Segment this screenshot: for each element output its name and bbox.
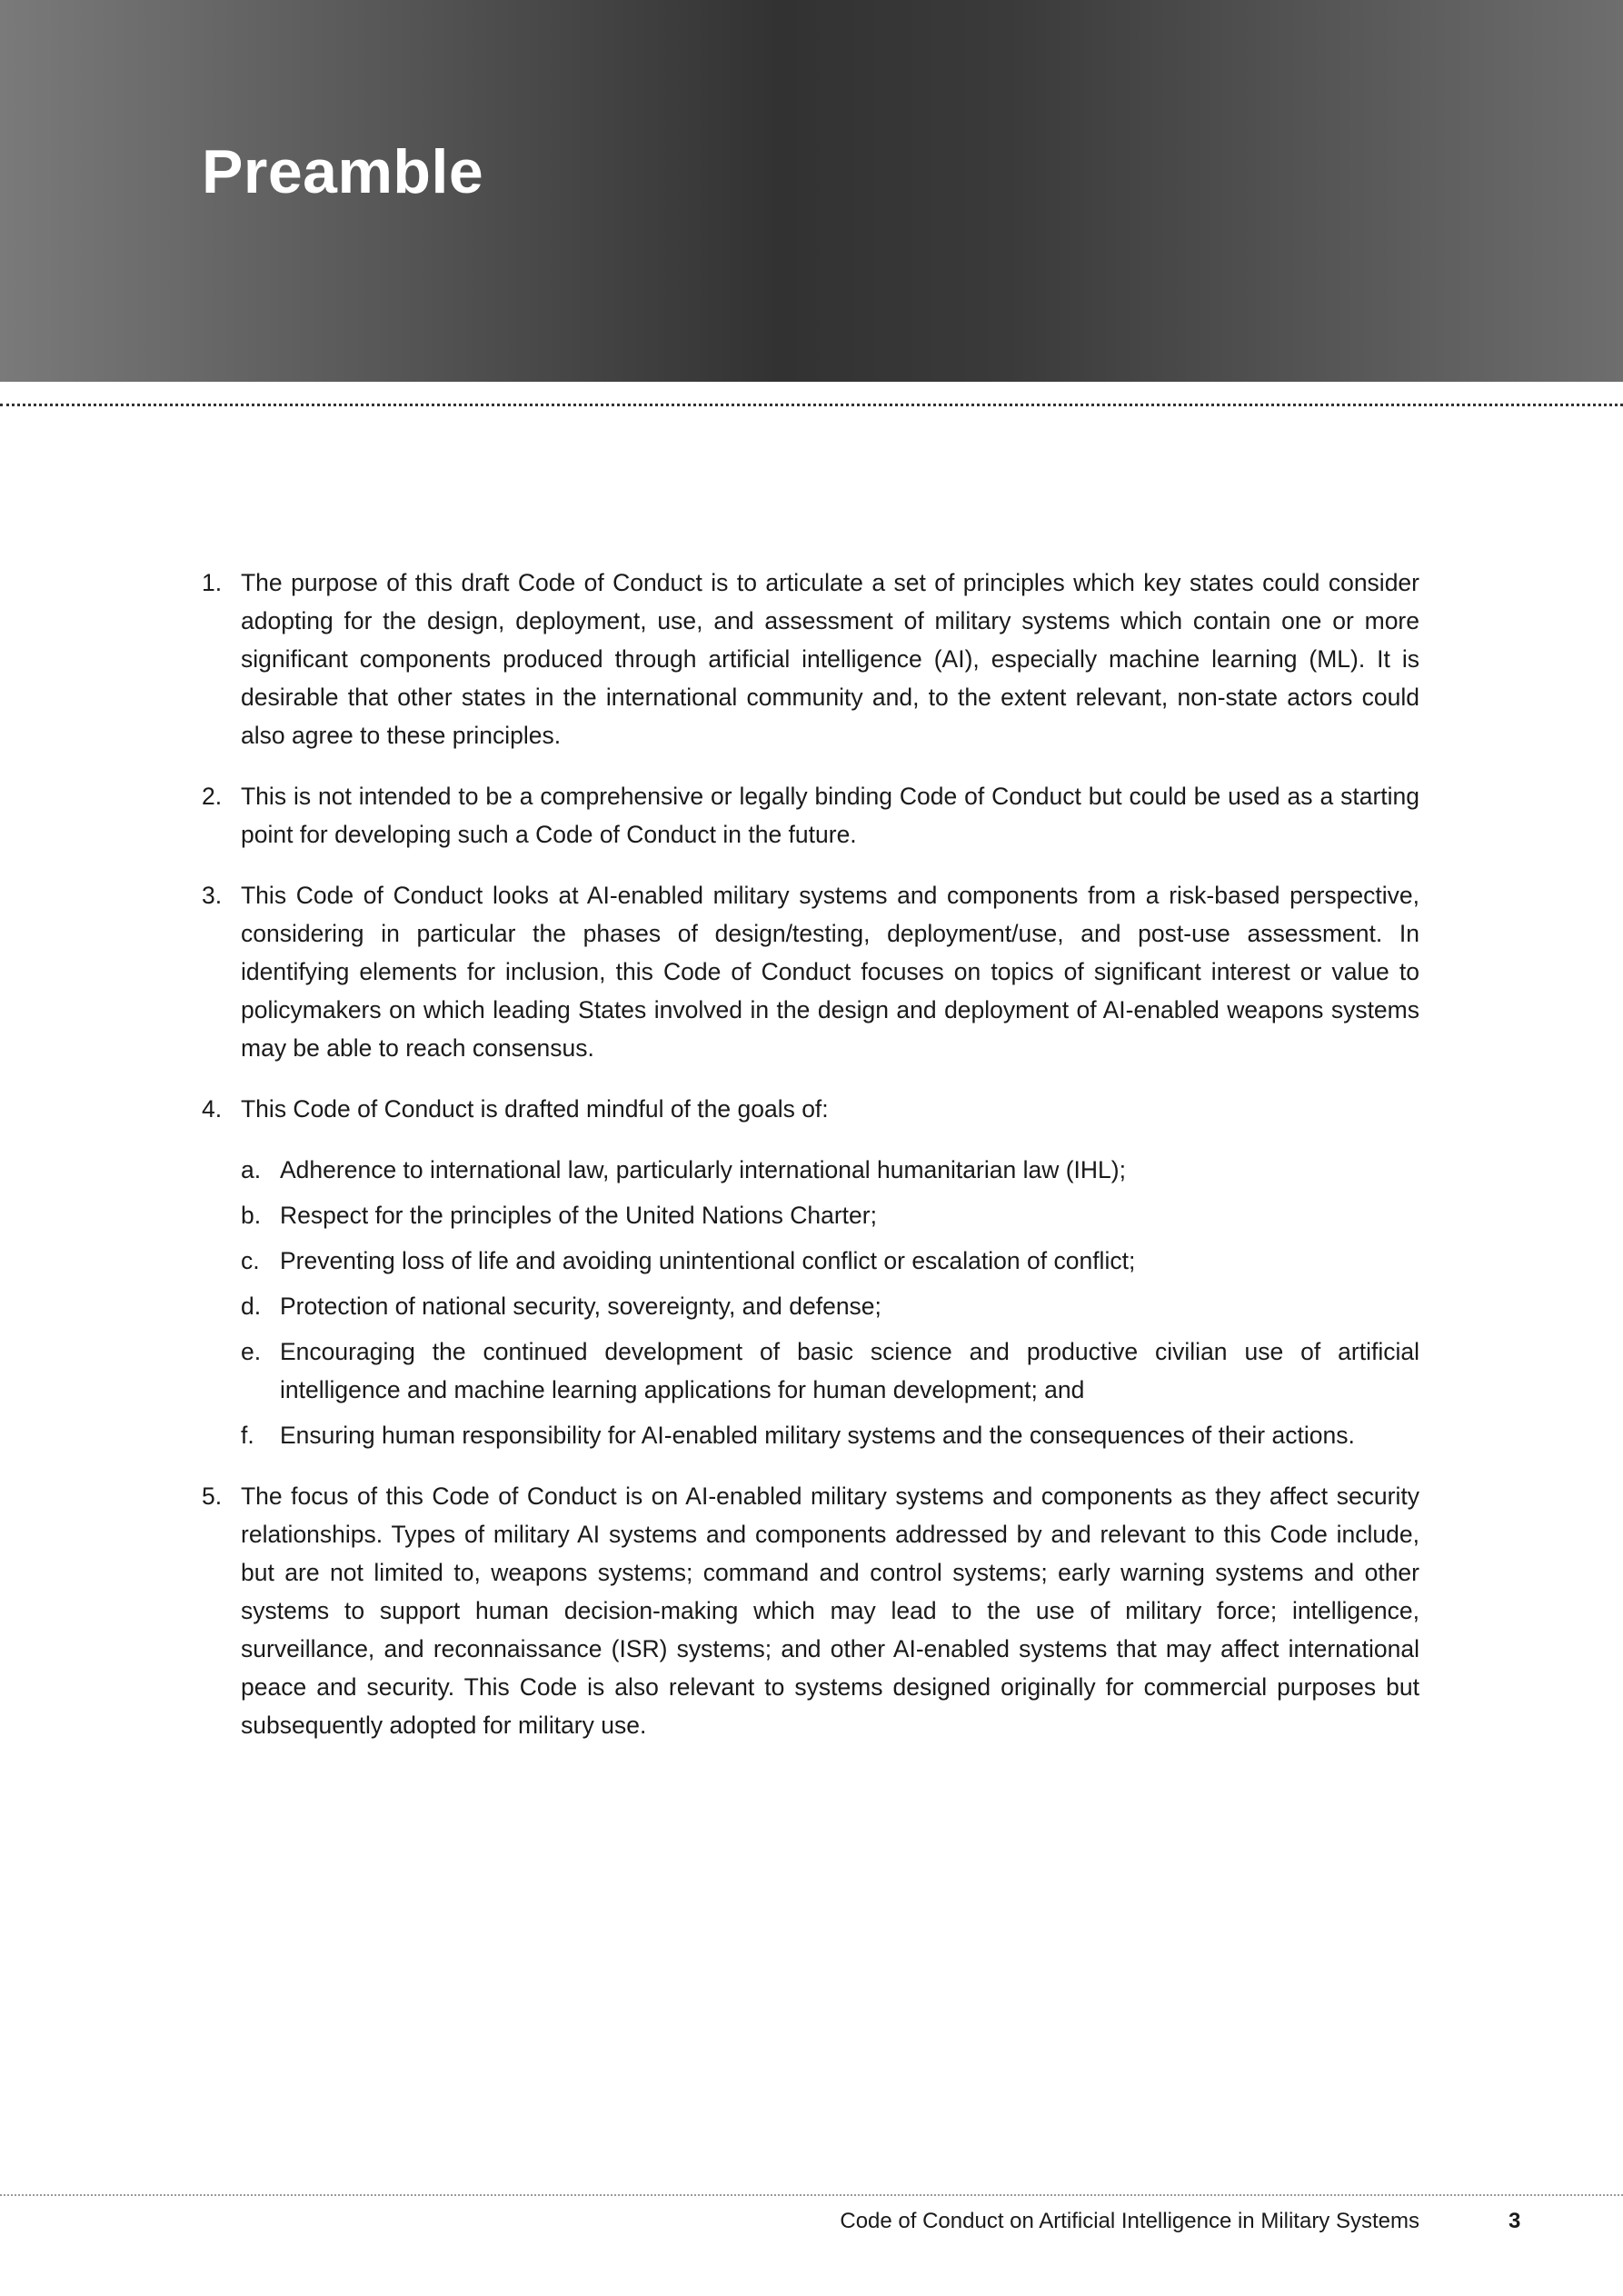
sub-item-letter: b. [241, 1202, 262, 1229]
list-item [202, 876, 1419, 1067]
preamble-list [202, 564, 1419, 1744]
item-number: 3. [202, 882, 223, 909]
sub-item-text: Preventing loss of life and avoiding unintentional conflict or escalation of conflict; [280, 1247, 1136, 1274]
sub-list-item [241, 1242, 1419, 1280]
list-item [202, 1477, 1419, 1744]
list-item [202, 777, 1419, 854]
sub-item-text: Encouraging the continued development of basic science and productive civilian use of artificial intelligence and machine learning applications for human development; and [280, 1338, 1419, 1403]
sub-list-item [241, 1151, 1419, 1189]
sub-item-letter: e. [241, 1338, 262, 1365]
sub-list-item [241, 1416, 1419, 1454]
sub-item-text: Adherence to international law, particularly international humanitarian law (IHL); [280, 1156, 1126, 1183]
sub-item-text: Protection of national security, sovereignty, and defense; [280, 1293, 881, 1320]
sub-list-item [241, 1196, 1419, 1234]
main-content [202, 564, 1419, 1767]
sub-item-letter: c. [241, 1247, 260, 1274]
item-text: This Code of Conduct is drafted mindful of the goals of: [241, 1095, 829, 1123]
sub-item-letter: a. [241, 1156, 262, 1183]
footer-divider [0, 2194, 1623, 2196]
sub-item-text: Ensuring human responsibility for AI-enabled military systems and the consequences of their actions. [280, 1422, 1355, 1449]
sub-list-item [241, 1333, 1419, 1409]
header-band [0, 0, 1623, 382]
sub-item-letter: f. [241, 1422, 254, 1449]
sub-item-letter: d. [241, 1293, 262, 1320]
page-title: Preamble [202, 137, 484, 206]
item-text: This is not intended to be a comprehensive or legally binding Code of Conduct but could be used as a starting point for developing such a Code of Conduct in the future. [241, 783, 1419, 848]
item-text: This Code of Conduct looks at AI-enabled military systems and components from a risk-based perspective, considering in particular the phases of design/testing, deployment/use, and post-use assessment. In identifying elements for inclusion, this Code of Conduct focuses on topics of significant interest or value to policymakers on which leading States involved in the design and deployment of AI-enabled weapons systems may be able to reach consensus. [241, 882, 1419, 1062]
list-item [202, 564, 1419, 754]
sub-list-item [241, 1287, 1419, 1325]
footer-document-title: Code of Conduct on Artificial Intelligence in Military Systems [840, 2209, 1419, 2233]
item-number: 1. [202, 569, 223, 596]
sub-item-text: Respect for the principles of the United Nations Charter; [280, 1202, 877, 1229]
item-number: 4. [202, 1095, 223, 1123]
header-divider [0, 404, 1623, 406]
item-number: 5. [202, 1482, 223, 1510]
item-text: The purpose of this draft Code of Conduct is to articulate a set of principles which key states could consider adopting for the design, deployment, use, and assessment of military systems which contain one or more significant components produced through artificial intelligence (AI), especially machine learning (ML). It is desirable that other states in the international community and, to the extent relevant, non-state actors could also agree to these principles. [241, 569, 1419, 749]
list-item [202, 1090, 1419, 1454]
page-number: 3 [1508, 2209, 1521, 2233]
goals-sublist [241, 1151, 1419, 1454]
item-text: The focus of this Code of Conduct is on AI-enabled military systems and components as they affect security relationships. Types of military AI systems and components addressed by and relevant to this Code include, but are not limited to, weapons systems; command and control systems; early warning systems and other systems to support human decision-making which may lead to the use of military force; intelligence, surveillance, and reconnaissance (ISR) systems; and other AI-enabled systems that may affect international peace and security. This Code is also relevant to systems designed originally for commercial purposes but subsequently adopted for military use. [241, 1482, 1419, 1739]
item-number: 2. [202, 783, 223, 810]
